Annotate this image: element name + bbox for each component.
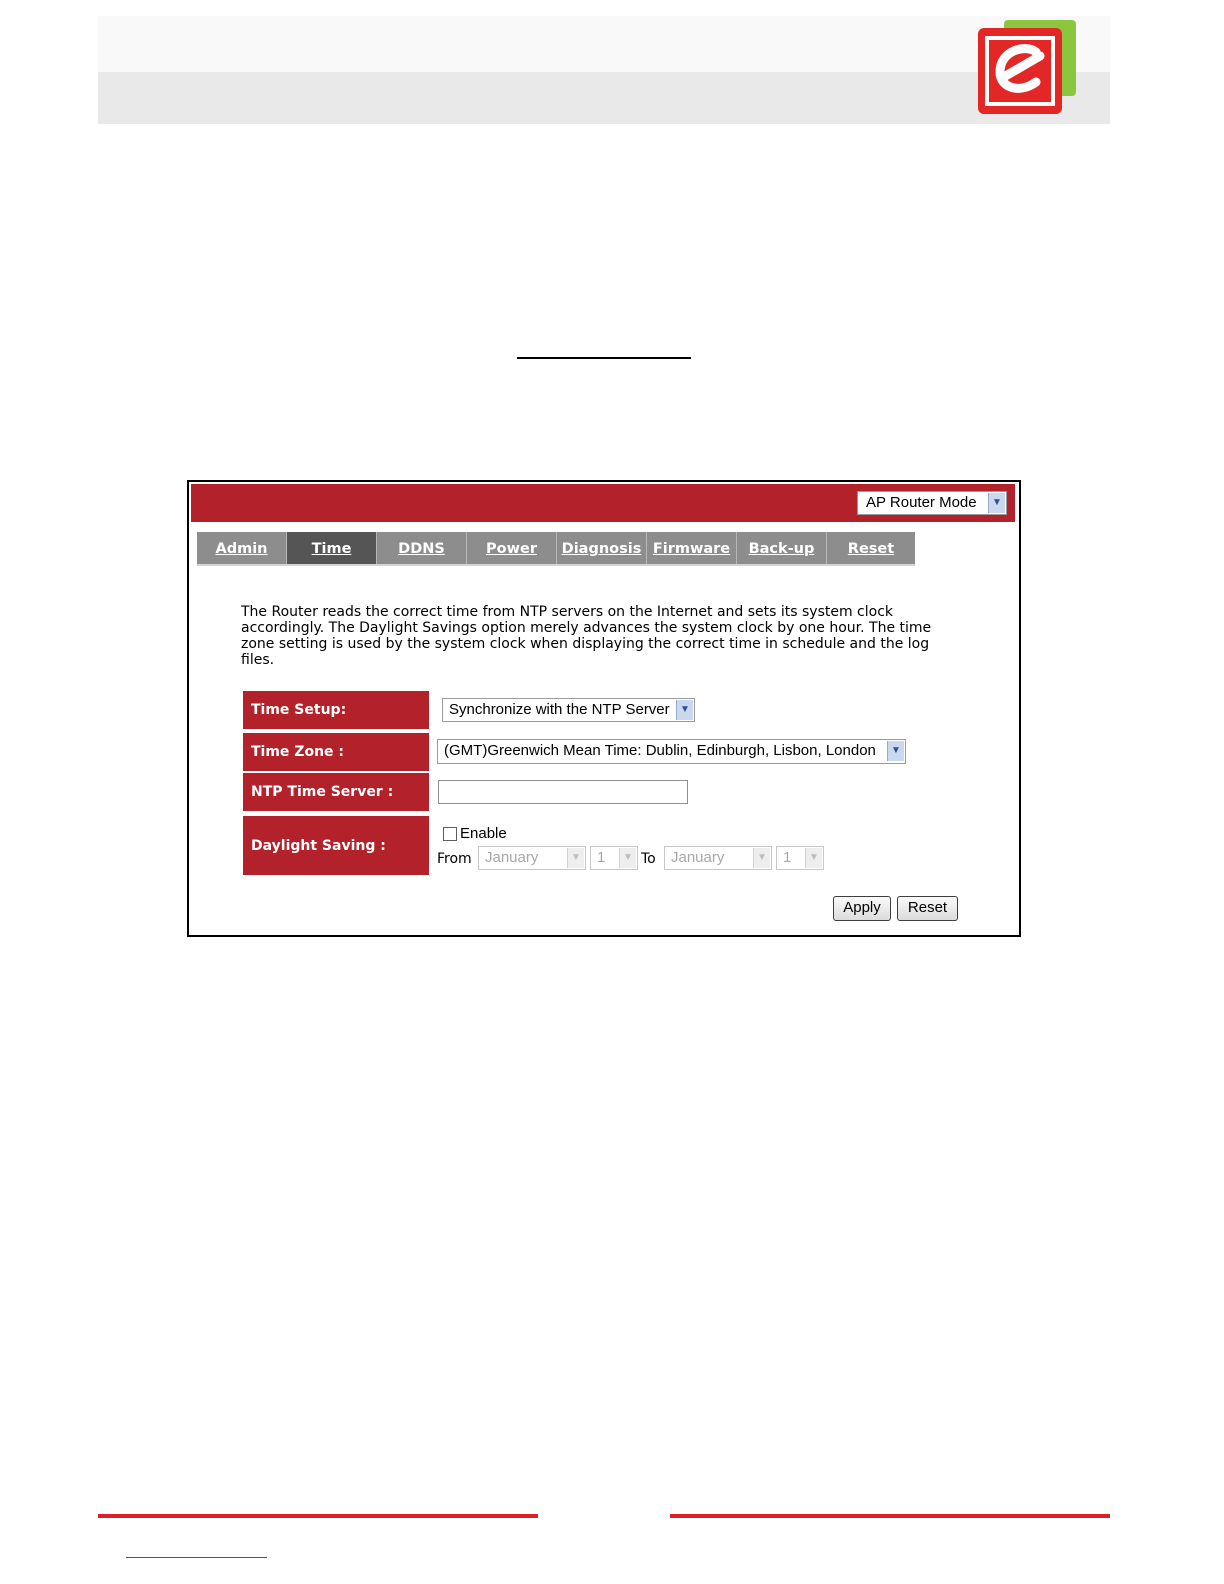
tab-time[interactable]: Time [287,532,377,564]
chevron-down-icon[interactable]: ▼ [887,741,904,761]
tab-power[interactable]: Power [467,532,557,564]
mode-select-value: AP Router Mode [866,494,977,511]
from-label: From [437,851,472,867]
to-day-select[interactable] [776,846,824,870]
time-setup-label: Time Setup: [243,691,429,729]
chevron-down-icon[interactable]: ▼ [753,848,770,868]
to-month-select[interactable] [664,846,772,870]
enable-label: Enable [460,825,507,842]
from-month-value: January [485,849,539,866]
description-text: The Router reads the correct time from NTP servers on the Internet and sets its system clock accordingly. The Daylight Savings option merely advances the system clock by one hour. The time zone setting is used by the system clock when displaying the correct time in schedule and the log files. [241,604,932,668]
to-month-value: January [671,849,725,866]
footer-link-underline [126,1557,267,1558]
daylight-enable-checkbox[interactable] [443,827,457,841]
tab-bar [197,532,915,566]
chevron-down-icon[interactable]: ▼ [805,848,822,868]
apply-button[interactable]: Apply [833,896,891,921]
to-day-value: 1 [783,849,792,866]
chevron-down-icon[interactable]: ▼ [988,493,1005,513]
chevron-down-icon[interactable]: ▼ [676,700,693,720]
time-setup-select[interactable] [442,698,695,722]
ntp-server-label: NTP Time Server : [243,773,429,811]
tab-ddns[interactable]: DDNS [377,532,467,564]
mode-select[interactable] [857,491,1007,515]
time-zone-label: Time Zone : [243,733,429,771]
router-screenshot [187,480,1021,937]
time-zone-select[interactable] [437,739,906,764]
daylight-saving-label: Daylight Saving : [243,816,429,875]
footer-line-left [98,1514,538,1518]
from-day-select[interactable] [590,846,638,870]
to-label: To [641,851,656,867]
chevron-down-icon[interactable]: ▼ [619,848,636,868]
tab-reset[interactable]: Reset [847,541,895,557]
tab-admin[interactable]: Admin [197,532,287,564]
edimax-logo-icon [978,20,1078,116]
from-day-value: 1 [597,849,606,866]
ntp-server-input[interactable] [438,780,688,804]
chevron-down-icon[interactable]: ▼ [567,848,584,868]
tab-firmware[interactable]: Firmware [647,532,737,564]
from-month-select[interactable] [478,846,586,870]
section-title-underline [517,357,691,359]
reset-button[interactable]: Reset [897,896,958,921]
header-top-band [98,16,1110,72]
time-setup-value: Synchronize with the NTP Server [449,701,670,718]
tab-diagnosis[interactable]: Diagnosis [557,532,647,564]
tab-backup[interactable]: Back-up [737,532,827,564]
top-red-bar [191,484,1015,522]
header-band [98,72,1110,124]
footer-line-right [670,1514,1110,1518]
time-zone-value: (GMT)Greenwich Mean Time: Dublin, Edinburgh, Lisbon, London [444,742,876,759]
